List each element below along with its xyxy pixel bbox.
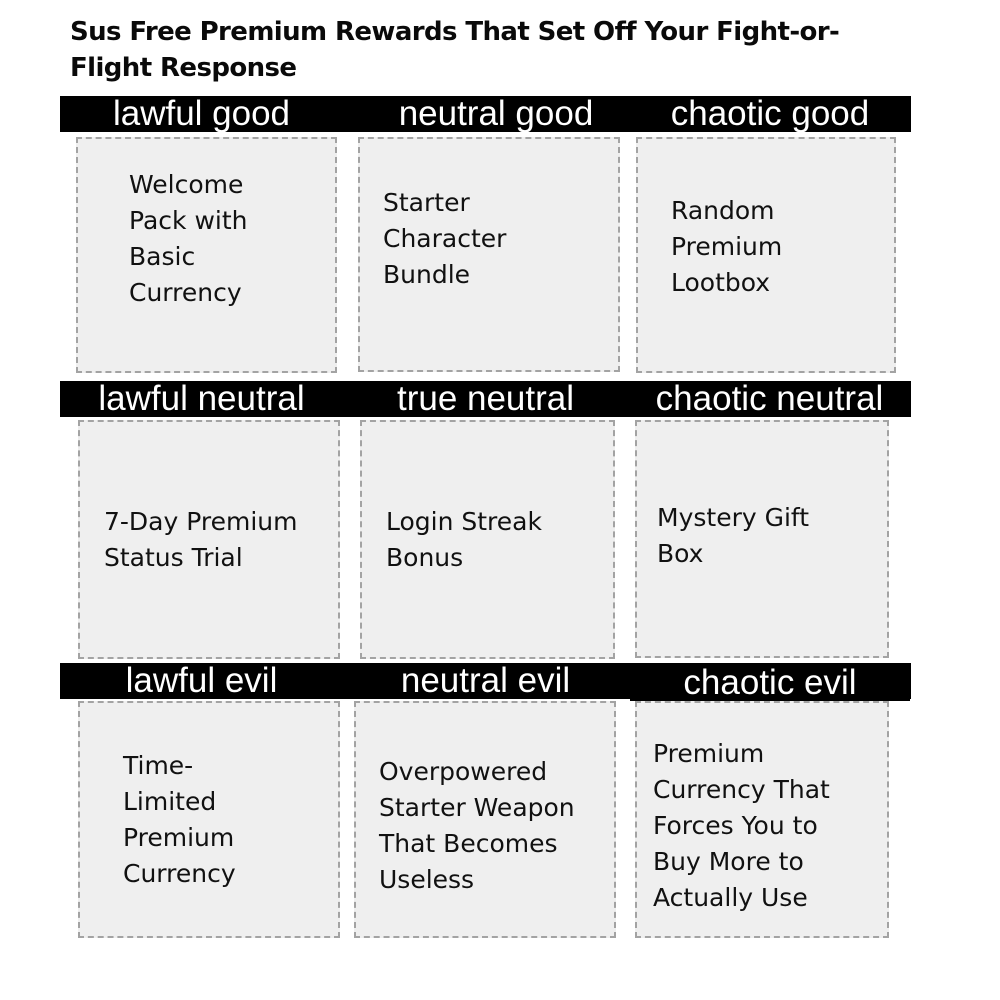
alignment-label-neutral-good: neutral good xyxy=(356,96,636,132)
alignment-card-lawful-evil xyxy=(78,701,340,938)
alignment-card-lawful-neutral xyxy=(78,420,340,659)
reward-text: Mystery Gift Box xyxy=(657,503,810,568)
alignment-label-lawful-neutral: lawful neutral xyxy=(60,381,343,417)
alignment-label-chaotic-evil: chaotic evil xyxy=(630,665,910,701)
alignment-label-neutral-evil: neutral evil xyxy=(344,663,627,699)
reward-text: Time- Limited Premium Currency xyxy=(123,751,236,888)
alignment-card-true-neutral xyxy=(360,420,615,659)
alignment-card-chaotic-good xyxy=(636,137,896,373)
reward-text: Premium Currency That Forces You to Buy More to Actually Use xyxy=(653,739,830,912)
alignment-label-true-neutral: true neutral xyxy=(344,381,627,417)
alignment-label-chaotic-neutral: chaotic neutral xyxy=(628,381,911,417)
alignment-card-lawful-good xyxy=(76,137,337,373)
alignment-card-neutral-good xyxy=(358,137,620,372)
alignment-card-neutral-evil xyxy=(354,701,616,938)
reward-text: Overpowered Starter Weapon That Becomes Useless xyxy=(379,757,575,894)
reward-text: Random Premium Lootbox xyxy=(671,196,783,297)
alignment-card-chaotic-evil xyxy=(635,701,889,938)
alignment-card-chaotic-neutral xyxy=(635,420,889,658)
reward-text: Starter Character Bundle xyxy=(383,188,507,289)
alignment-label-lawful-good: lawful good xyxy=(60,96,343,132)
reward-text: Welcome Pack with Basic Currency xyxy=(129,170,248,307)
alignment-label-chaotic-good: chaotic good xyxy=(630,96,910,132)
reward-text: 7-Day Premium Status Trial xyxy=(104,507,298,572)
alignment-label-lawful-evil: lawful evil xyxy=(60,663,343,699)
reward-text: Login Streak Bonus xyxy=(386,507,542,572)
page-title: Sus Free Premium Rewards That Set Off Your Fight-or-Flight Response xyxy=(70,17,840,83)
